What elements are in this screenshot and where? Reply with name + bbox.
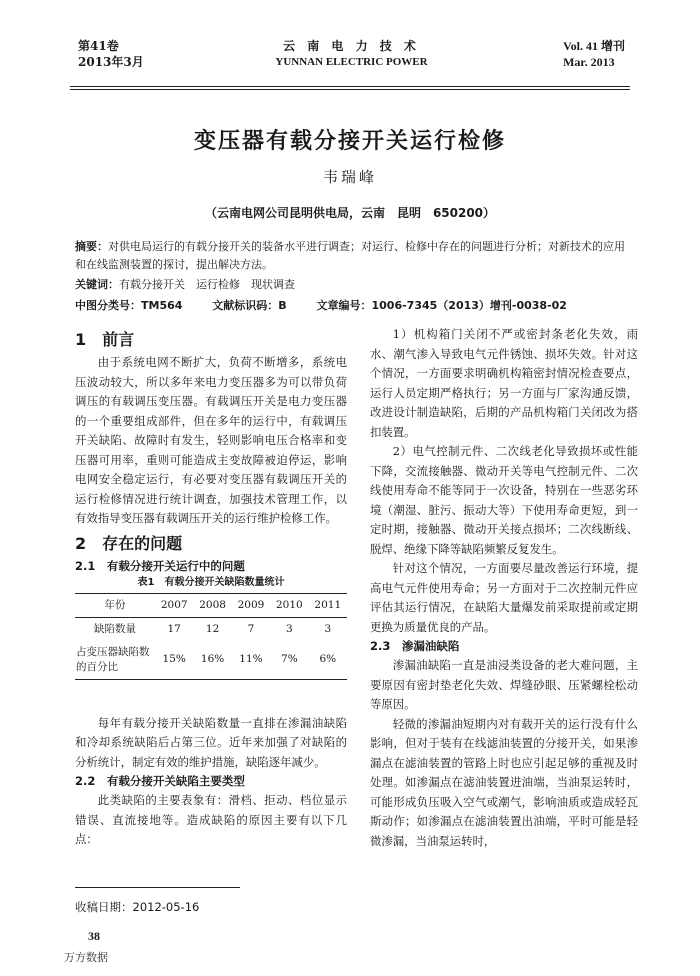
section-1-heading: 1 前言	[75, 330, 135, 349]
defect-statistics-table	[75, 593, 347, 680]
paragraph-measures: 针对这个情况，一方面要尽量改善运行环境，提高电气元件使用寿命；另一方面对于二次控制元件应评估其运行情况，在缺陷大量爆发前采取提前或定期更换为质量优良的产品。	[370, 561, 638, 634]
paragraph-after-table: 每年有载分接开关缺陷数量一直排在渗漏油缺陷和冷却系统缺陷后占第三位。近年来加强了对缺陷的分析统计，制定有效的维护措施，缺陷逐年减少。	[75, 715, 347, 769]
paper-affiliation: （云南电网公司昆明供电局，云南 昆明 650200）	[204, 206, 496, 220]
table-cell: 11%	[232, 641, 270, 680]
header-date-cn: 2013年3月	[78, 55, 144, 69]
abstract-label: 摘要：	[75, 240, 108, 253]
header-journal-en: YUNNAN ELECTRIC POWER	[275, 56, 428, 68]
running-header	[78, 38, 625, 84]
clc-number: 中图分类号：TM564	[75, 299, 183, 312]
header-rule-thick	[70, 86, 630, 87]
subsection-2-1-heading: 2.1 有载分接开关运行中的问题	[75, 558, 245, 573]
received-date: 收稿日期：2012-05-16	[75, 900, 200, 914]
section-1-paragraph: 由于系统电网不断扩大，负荷不断增多，系统电压波动较大，所以多年来电力变压器多为可以带负荷调压的有载调压变压器。有载调压开关是电力变压器的一个重要组成部件，但在多年的运行中，有载调压开关缺陷、故障时有发生，轻则影响电压合格率和变压器可用率，重则可能造成主变故障被迫停运，影响电网安全稳定运行，有必要对变压器有载调压开关的运行检修情况进行统计调查，加强技术管理工作，以有效指导变压器有载调压开关的运行维护检修工作。	[75, 355, 347, 525]
paper-author: 韦瑞峰	[322, 168, 377, 186]
abstract-text: 对供电局运行的有载分接开关的装备水平进行调查；对运行、检修中存在的问题进行分析；对新技术的应用和在线监测装置的探讨，提出解决方法。	[75, 240, 625, 271]
table-header-cell: 2008	[193, 593, 231, 617]
list-item-1: 1）机构箱门关闭不严或密封条老化失效，雨水、潮气渗入导致电气元件锈蚀、损坏失效。针对这个情况，一方面要求明确机构箱密封情况检查要点，运行人员定期严格执行；另一方面与厂家沟通反馈，改进设计制造缺陷，后期的产品机构箱门关闭改为搭扣装置。	[370, 327, 638, 439]
header-volume-en: Vol. 41 增刊	[563, 39, 625, 53]
subsection-2-3-heading: 2.3 渗漏油缺陷	[370, 639, 460, 653]
header-right	[563, 38, 625, 70]
table-cell: 7%	[270, 641, 308, 680]
table-cell: 3	[286, 622, 293, 635]
header-rule-thin	[70, 89, 630, 90]
table-header-cell: 2011	[309, 593, 347, 617]
header-date-en: Mar. 2013	[563, 55, 615, 69]
classification-line	[75, 297, 628, 315]
paragraph-leakage-1: 渗漏油缺陷一直是油浸类设备的老大难问题，主要原因有密封垫老化失效、焊缝砂眼、压紧螺栓松动等原因。	[370, 658, 638, 711]
keywords	[75, 276, 628, 294]
table-caption: 表1 有载分接开关缺陷数量统计	[137, 576, 285, 588]
left-column	[75, 325, 347, 850]
list-item-2: 2）电气控制元件、二次线老化导致损坏或性能下降，交流接触器、微动开关等电气控制元件、二次线使用寿命不能等同于一次设备，特别在一些恶劣环境（潮湿、脏污、振动大等）下使用寿命更短，到一定时期，接触器、微动开关接点损坏；二次线断线、脱焊、绝缘下降等缺陷频繁反复发生。	[370, 444, 638, 556]
table-cell: 12	[205, 622, 220, 635]
table-cell: 缺陷数量	[94, 622, 136, 635]
keywords-label: 关键词：	[75, 278, 119, 291]
table-header-cell: 2007	[155, 593, 193, 617]
table-cell: 占变压器缺陷数的百分比	[75, 641, 155, 680]
table-cell: 6%	[309, 641, 347, 680]
document-code: 文献标识码：B	[212, 299, 287, 312]
right-column	[370, 325, 638, 851]
table-header-cell: 年份	[75, 593, 155, 617]
watermark: 万方数据	[64, 951, 108, 964]
table-header-row	[75, 593, 347, 617]
keywords-text: 有载分接开关 运行检修 现状调查	[119, 278, 295, 291]
table-header-cell: 2009	[232, 593, 270, 617]
table-row	[75, 617, 347, 641]
table-cell: 16%	[193, 641, 231, 680]
table-row	[75, 641, 347, 680]
paragraph-defect-types: 此类缺陷的主要表象有：滑档、拒动、档位显示错误、直流接地等。造成缺陷的原因主要有以下几点：	[75, 793, 347, 846]
table-cell: 7	[247, 622, 255, 635]
table-header-cell: 2010	[270, 593, 308, 617]
header-center	[78, 38, 625, 70]
header-volume-cn: 第41卷	[78, 39, 119, 53]
footnote-rule	[75, 887, 240, 888]
table-cell: 17	[167, 622, 181, 635]
article-number: 文章编号：1006-7345（2013）增刊-0038-02	[316, 299, 567, 312]
spacer	[75, 686, 347, 714]
page-number: 38	[88, 929, 100, 943]
table-cell: 3	[324, 622, 332, 635]
paragraph-leakage-2: 轻微的渗漏油短期内对有载开关的运行没有什么影响，但对于装有在线滤油装置的分接开关，如果渗漏点在滤油装置的管路上时也应引起足够的重视及时处理。如渗漏点在滤油装置进油端，当油泵运转时，可能形成负压吸入空气或潮气，影响油质或造成轻瓦斯动作；如渗漏点在滤油装置出油端，平时可能是轻微渗漏，当油泵运转时，	[370, 716, 638, 848]
header-journal-cn: 云 南 电 力 技 术	[283, 39, 420, 53]
paper-title: 变压器有载分接开关运行检修	[193, 129, 506, 154]
subsection-2-2-heading: 2.2 有载分接开关缺陷主要类型	[75, 774, 245, 788]
table-cell: 15%	[155, 641, 193, 680]
section-2-heading: 2 存在的问题	[75, 533, 183, 553]
abstract	[75, 238, 628, 274]
